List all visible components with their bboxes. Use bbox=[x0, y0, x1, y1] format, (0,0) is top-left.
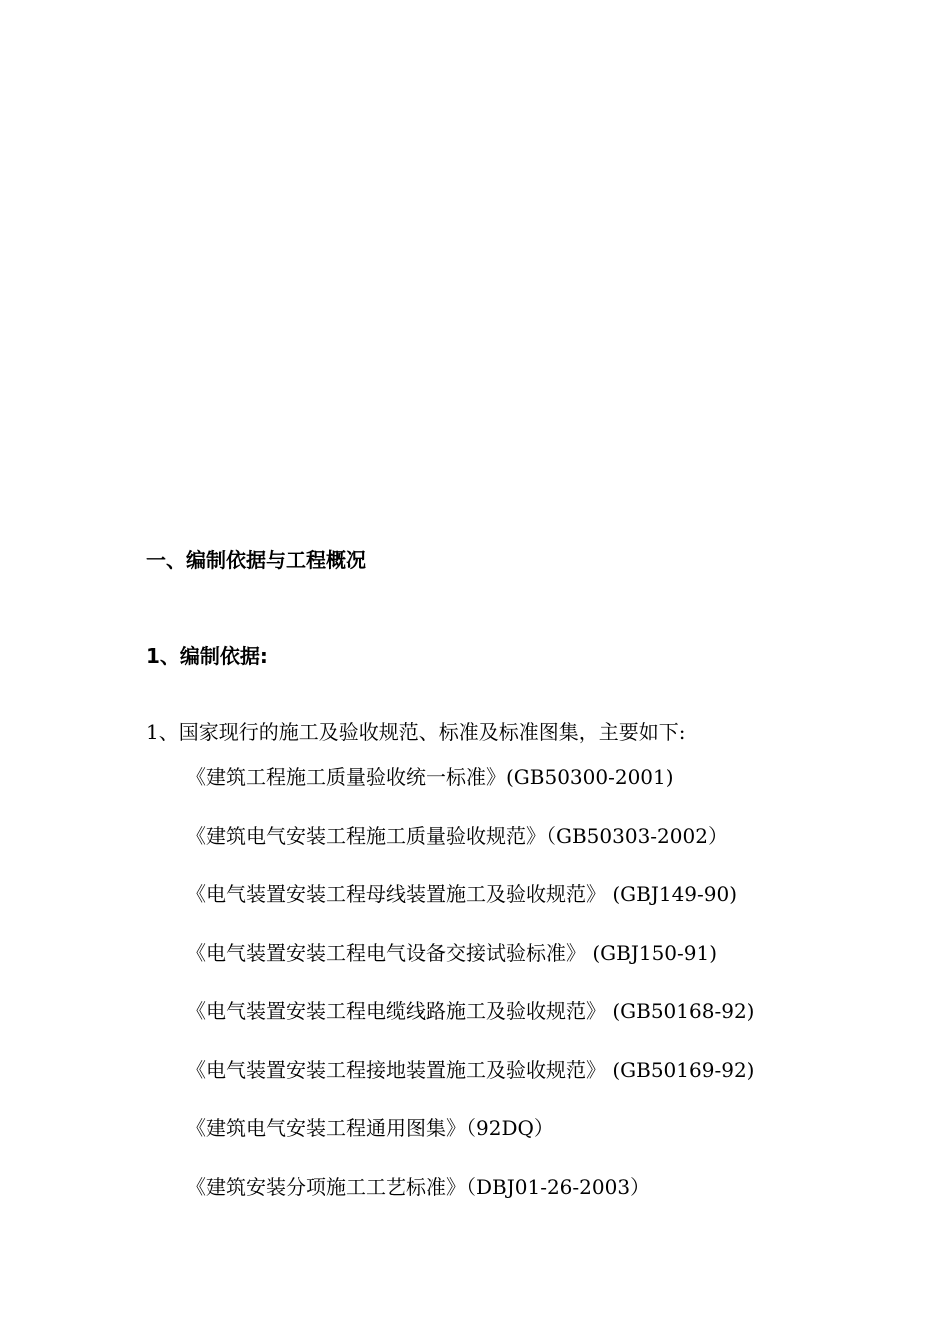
standard-item: 《建筑电气安装工程通用图集》（92DQ） bbox=[186, 1116, 554, 1140]
standard-item: 《建筑电气安装工程施工质量验收规范》（GB50303-2002） bbox=[186, 823, 728, 848]
subsection-heading: 1、编制依据: bbox=[146, 644, 268, 668]
standard-item: 《建筑安装分项施工工艺标准》（DBJ01-26-2003） bbox=[186, 1174, 651, 1199]
standard-item: 《电气装置安装工程电缆线路施工及验收规范》 (GB50168-92) bbox=[186, 999, 755, 1023]
intro-paragraph: 1、国家现行的施工及验收规范、标准及标准图集，主要如下: bbox=[146, 720, 686, 744]
standard-item: 《电气装置安装工程电气设备交接试验标准》 (GBJ150-91) bbox=[186, 940, 718, 965]
standard-item: 《电气装置安装工程接地装置施工及验收规范》 (GB50169-92) bbox=[186, 1057, 755, 1082]
standard-item: 《建筑工程施工质量验收统一标准》(GB50300-2001) bbox=[186, 765, 674, 789]
standards-list bbox=[186, 767, 754, 1235]
section-heading: 一、编制依据与工程概况 bbox=[146, 548, 366, 572]
standard-item: 《电气装置安装工程母线装置施工及验收规范》 (GBJ149-90) bbox=[186, 882, 738, 906]
